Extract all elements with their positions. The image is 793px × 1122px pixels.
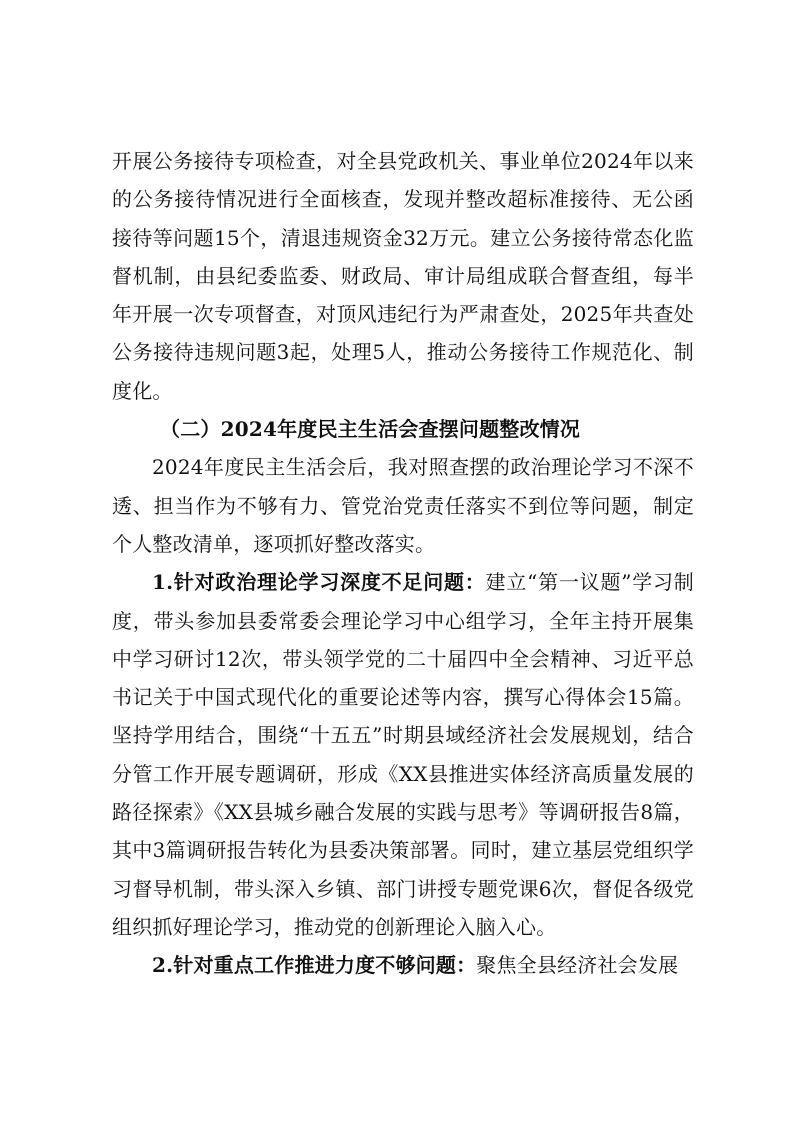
item-1-text: 建立“第一议题”学习制度，带头参加县委常委会理论学习中心组学习，全年主持开展集中学习研讨12次，带头领学党的二十届四中全会精神、习近平总书记关于中国式现代化的重要论述等内容，撰写心得体会15篇。坚持学用结合，围绕“十五五”时期县域经济社会发展规划，结合分管工作开展专题调研，形成《XX县推进实体经济高质量发展的路径探索》《XX县城乡融合发展的实践与思考》等调研报告8篇，其中3篇调研报告转化为县委决策部署。同时，建立基层党组织学习督导机制，带头深入乡镇、部门讲授专题党课6次，督促各级党组织抓好理论学习，推动党的创新理论入脑入心。 [112,570,695,939]
paragraph-item-1 [112,563,694,946]
paragraph-life-meeting-intro: 2024年度民主生活会后，我对照查摆的政治理论学习不深不透、担当作为不够有力、管党治党责任落实不到位等问题，制定个人整改清单，逐项抓好整改落实。 [112,455,694,556]
paragraph-item-2 [112,946,694,984]
paragraph-reception-inspection: 开展公务接待专项检查，对全县党政机关、事业单位2024年以来的公务接待情况进行全面核查，发现并整改超标准接待、无公函接待等问题15个，清退违规资金32万元。建立公务接待常态化监督机制，由县纪委监委、财政局、审计局组成联合督查组，每半年开展一次专项督查，对顶风违纪行为严肃查处，2025年共查处公务接待违规问题3起，处理5人，推动公务接待工作规范化、制度化。 [112,149,694,403]
item-1-lead: 1.针对政治理论学习深度不足问题： [152,570,486,595]
section-heading-2: （二）2024年度民主生活会查摆问题整改情况 [160,417,581,442]
item-2-text: 聚焦全县经济社会发展 [476,953,679,978]
item-2-lead: 2.针对重点工作推进力度不够问题： [152,953,477,978]
document-body [112,142,694,985]
